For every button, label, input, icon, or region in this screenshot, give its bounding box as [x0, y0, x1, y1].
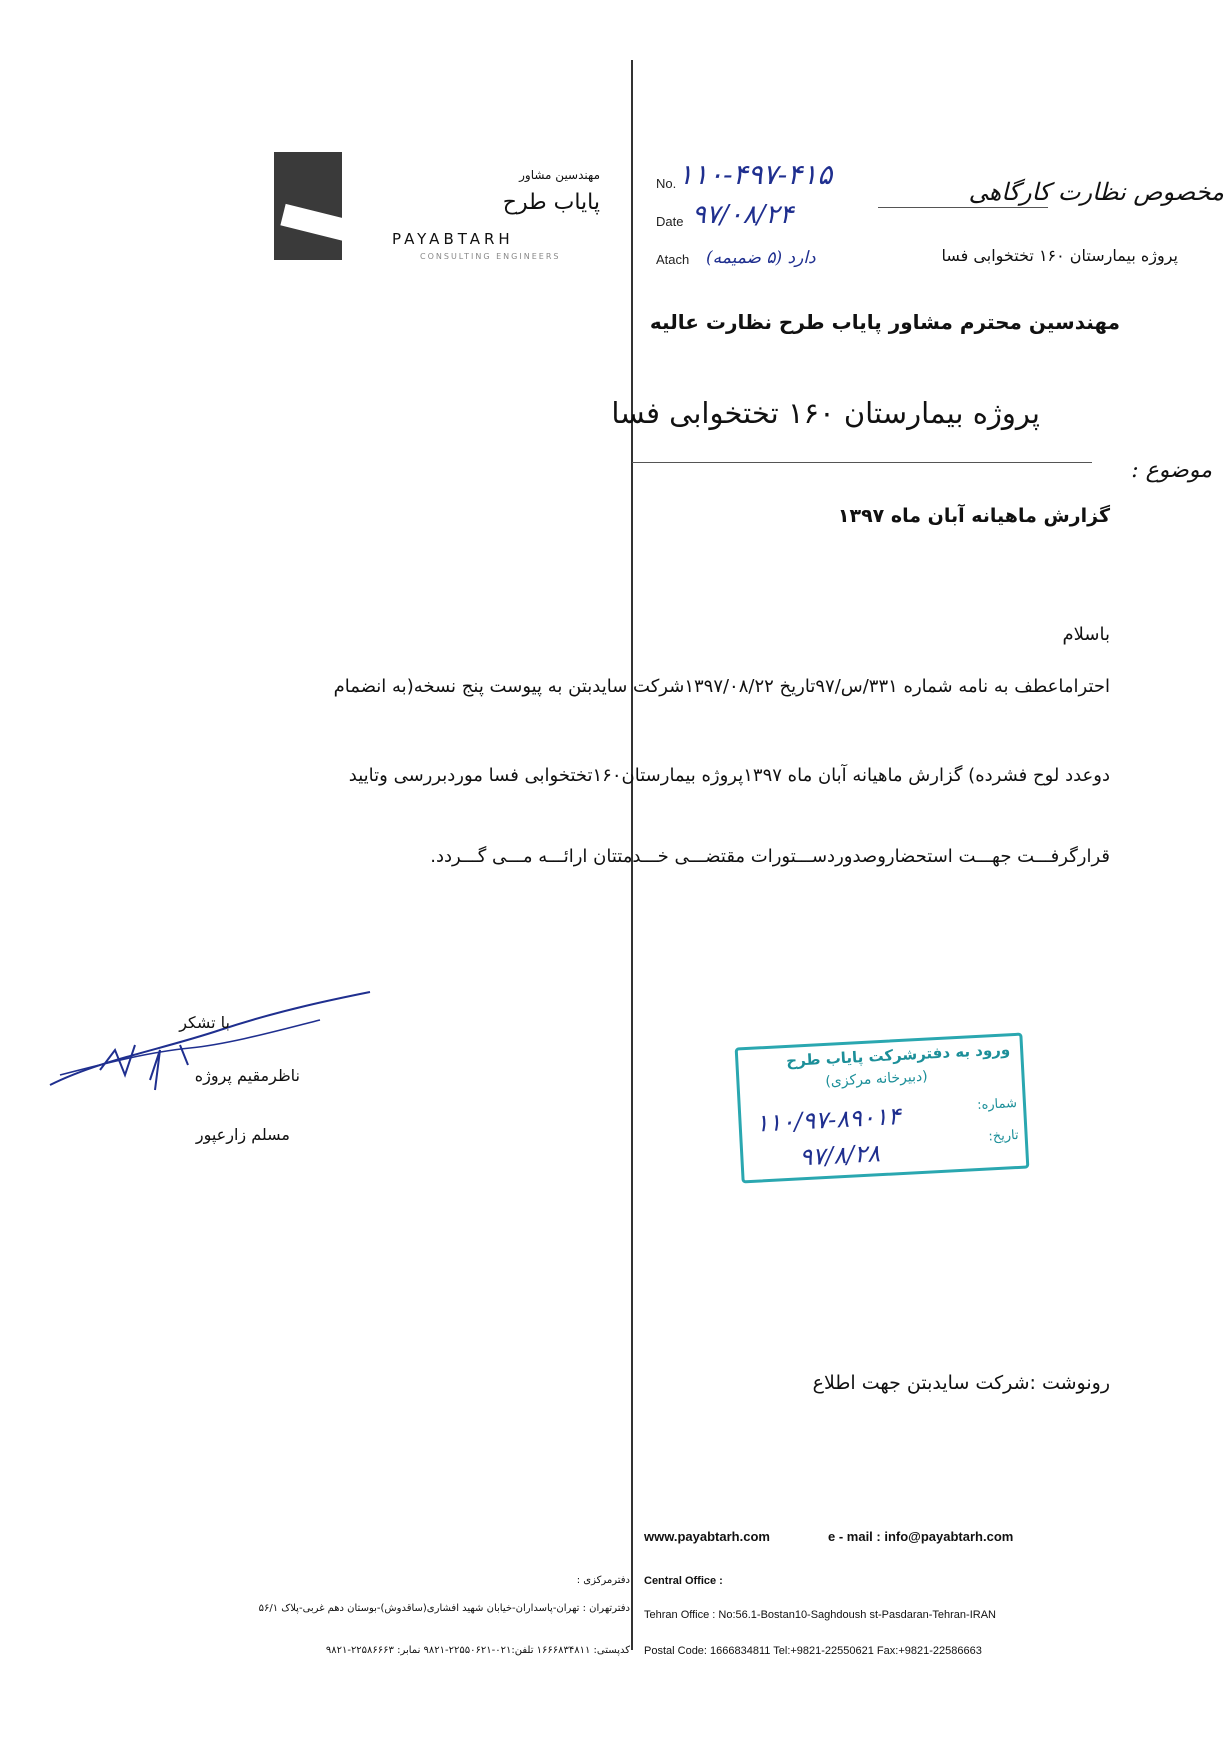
- special-supervision-title: مخصوص نظارت کارگاهی: [968, 178, 1224, 206]
- footer-postal: Postal Code: 1666834811 Tel:+9821-22550621 Fax:+9821-22586663: [644, 1645, 982, 1657]
- stamp-line-1: ورود به دفترشرکت پایاب طرح: [785, 1040, 1011, 1070]
- header-project: پروژه بیمارستان ۱۶۰ تختخوابی فسا: [941, 246, 1178, 265]
- signature-name: مسلم زارعپور: [195, 1125, 290, 1144]
- special-underline: [878, 207, 1048, 208]
- addressee: مهندسین محترم مشاور پایاب طرح نظارت عالیه: [649, 310, 1120, 334]
- footer-central-office: Central Office :: [644, 1575, 723, 1587]
- body-line-2: دوعدد لوح فشرده) گزارش ماهیانه آبان ماه ۱۳۹۷پروژه بیمارستان۱۶۰تختخوابی فسا موردبررسی وتایید: [348, 765, 1110, 786]
- project-title: پروژه بیمارستان ۱۶۰ تختخوابی فسا: [611, 396, 1040, 430]
- stamp-date-value: ۹۷/۸/۲۸: [798, 1139, 881, 1172]
- attachment-label: Atach: [656, 252, 690, 267]
- logo-subtitle: CONSULTING ENGINEERS: [420, 252, 561, 261]
- footer-website: www.payabtarh.com: [644, 1529, 770, 1544]
- payabtarh-logo-mark: [274, 152, 342, 260]
- number-label: No.: [656, 176, 677, 191]
- subject-label: موضوع :: [1131, 458, 1212, 483]
- copy-note: رونوشت :شرکت سایدبتن جهت اطلاع: [812, 1372, 1110, 1394]
- letter-number: ۱۱۰-۴۹۷-۴۱۵: [678, 158, 833, 191]
- footer-tehran-office: Tehran Office : No:56.1-Bostan10-Saghdoush st-Pasdaran-Tehran-IRAN: [644, 1609, 996, 1621]
- footer-email: e - mail : info@payabtarh.com: [828, 1529, 1014, 1544]
- footer-fa-tehran: دفترتهران : تهران-پاسداران-خیابان شهید افشاری(ساقدوش)-بوستان دهم غربی-پلاک ۵۶/۱: [258, 1603, 630, 1614]
- footer-fa-postal: کدپستی: ۱۶۶۶۸۳۴۸۱۱ تلفن:۰۲۱-۲۲۵۵۰۶۲۱-۹۸۲۱ نمابر: ۲۲۵۸۶۶۶۳-۹۸۲۱: [325, 1645, 630, 1656]
- attachment-value: دارد (۵ ضمیمه): [706, 248, 816, 268]
- signature-role: ناظرمقیم پروژه: [194, 1066, 300, 1085]
- letter-date: ۹۷/۰۸/۲۴: [692, 200, 794, 230]
- report-title: گزارش ماهیانه آبان ماه ۱۳۹۷: [837, 505, 1110, 527]
- stamp-line-2: (دبیرخانه مرکزی): [824, 1068, 929, 1090]
- logo-name-fa: پایاب طرح: [502, 190, 600, 215]
- signature-scribble: [40, 990, 380, 1110]
- body-line-1: احتراماعطف به نامه شماره ۳۳۱/س/۹۷تاریخ ۱۳۹۷/۰۸/۲۲شرکت سایدبتن به پیوست پنج نسخه(به انضمام: [333, 676, 1110, 697]
- signature-thanks: با تشکر: [179, 1013, 230, 1032]
- subject-underline: [632, 462, 1092, 463]
- logo-small-text: مهندسین مشاور: [519, 168, 600, 182]
- body-line-3: قرارگرفـــت جهـــت استحضاروصدوردســـتورات مقتضـــی خـــدمتتان ارائـــه مـــی گـــردد.: [430, 846, 1110, 867]
- received-stamp: [735, 1033, 1030, 1184]
- stamp-number-value: ۱۱۰/۹۷-۸۹۰۱۴: [754, 1102, 902, 1138]
- logo-name-en: PAYABTARH: [392, 230, 514, 248]
- footer-fa-central: دفترمرکزی :: [576, 1575, 630, 1586]
- stamp-number-label: شماره:: [976, 1095, 1018, 1114]
- greeting: باسلام: [1062, 624, 1110, 645]
- date-label: Date: [656, 214, 684, 229]
- stamp-date-label: تاریخ:: [988, 1127, 1020, 1145]
